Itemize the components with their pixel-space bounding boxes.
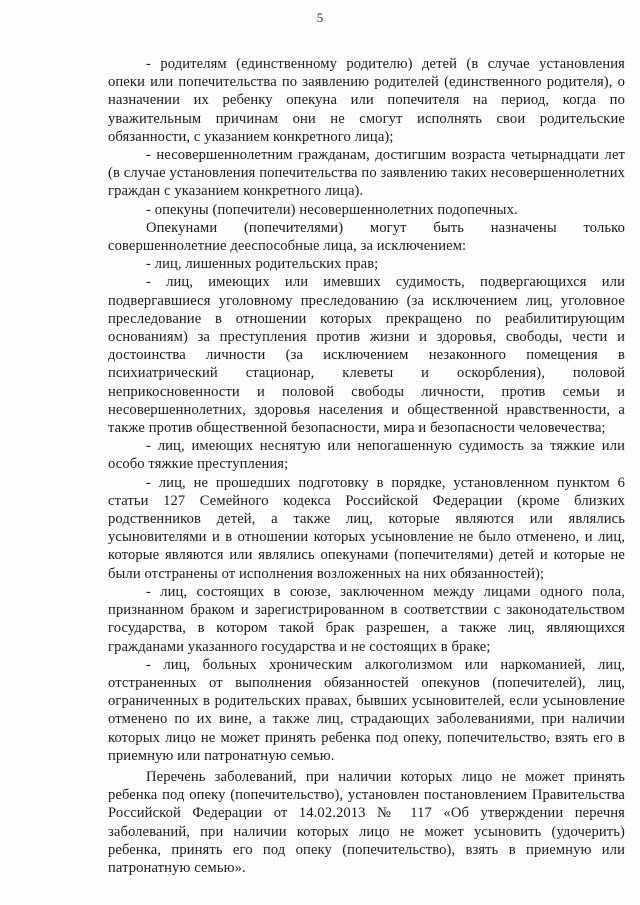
paragraph: - лиц, больных хроническим алкоголизмом или наркоманией, лиц, отстраненных от выполнения обязанностей опекунов (попечителей), лиц, ограниченных в родительских правах, бывших усыновителей, если усыновление отменено по их вине, а также лиц, страдающих заболеваниями, при наличии которых лицо не может принять ребенка под опеку, попечительство, взять его в приемную или патронатную семью. (108, 656, 625, 764)
paragraph: - лиц, лишенных родительских прав; (146, 256, 379, 273)
paragraph: Опекунами (попечителями) могут быть назначены только совершеннолетние дееспособные лица, за исключением: (108, 219, 625, 255)
page-number: 5 (316, 10, 324, 25)
paragraph: Перечень заболеваний, при наличии которых лицо не может принять ребенка под опеку (попечительство), установлен постановлением Правительства Российской Федерации от 14.02.2013 № 117 «Об утверждении перечня заболеваний, при наличии которых лицо не может усыновить (удочерить) ребенка, принять его под опеку (попечительство), взять в приемную или патронатную семью». (108, 768, 625, 876)
paragraph: - опекуны (попечители) несовершеннолетних подопечных. (146, 201, 518, 218)
paragraph: - лиц, состоящих в союзе, заключенном между лицами одного пола, признанном браком и зарегистрированном в соответствии с законодательством государства, в котором такой брак разрешен, а также лиц, являющихся гражданами указанного государства и не состоящих в браке; (108, 583, 625, 655)
document-body (108, 55, 625, 877)
paragraph: - несовершеннолетним гражданам, достигшим возраста четырнадцати лет (в случае установления попечительства по заявлению таких несовершеннолетних граждан с указанием конкретного лица). (108, 147, 625, 200)
paragraph: - лиц, имеющих или имевших судимость, подвергающихся или подвергавшиеся уголовному преследованию (за исключением лиц, уголовное преследование в отношении которых прекращено по реабилитирующим основаниям) за преступления против жизни и здоровья, свободы, чести и достоинства личности (за исключением незаконного помещения в психиатрический стационар, клеветы и оскорбления), половой неприкосновенности и половой свободы личности, против семьи и несовершеннолетних, здоровья населения и общественной нравственности, а также против общественной безопасности, мира и безопасности человечества; (108, 274, 625, 437)
paragraph: - лиц, не прошедших подготовку в порядке, установленном пунктом 6 статьи 127 Семейного кодекса Российской Федерации (кроме близких родственников детей, а также лиц, которые являются или являлись усыновителями и в отношении которых усыновление не было отменено, и лиц, которые являются или являлись опекунами (попечителями) детей и которые не были отстранены от исполнения возложенных на них обязанностей); (108, 474, 625, 582)
paragraph: - лиц, имеющих неснятую или непогашенную судимость за тяжкие или особо тяжкие преступления; (108, 438, 625, 473)
paragraph: - родителям (единственному родителю) детей (в случае установления опеки или попечительства по заявлению родителей (единственного родителя), о назначении их ребенку опекуна или попечителя на период, когда по уважительным причинам они не смогут исполнять свои родительские обязанности, с указанием конкретного лица); (108, 56, 625, 145)
